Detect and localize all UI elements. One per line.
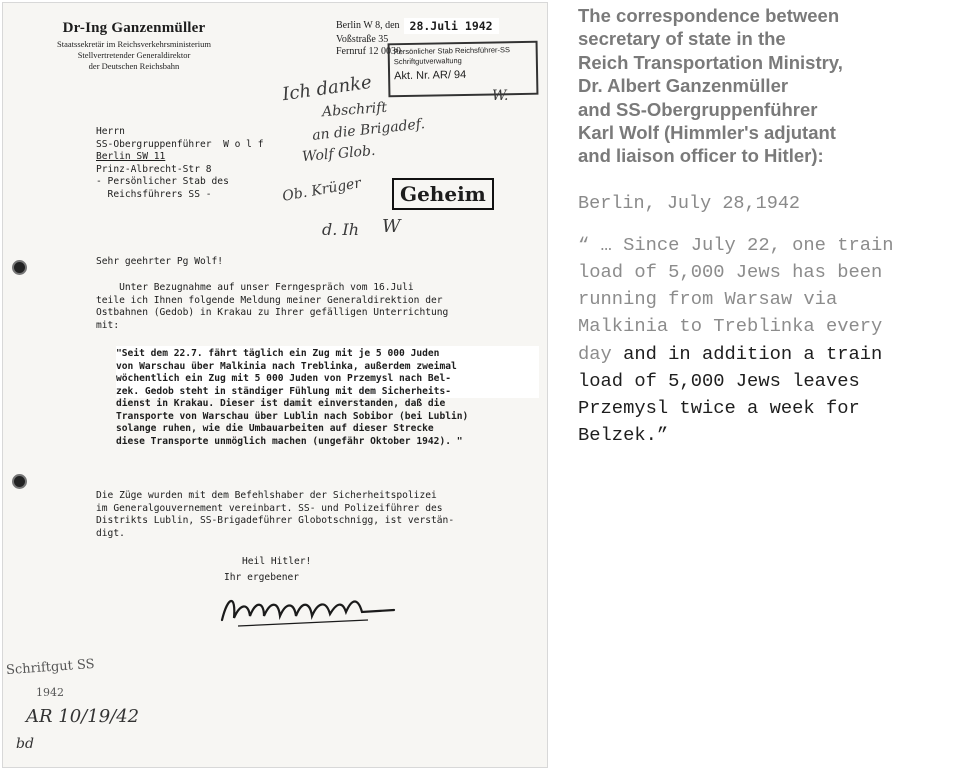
caption-quote: “ … Since July 22, one train load of 5,000 Jews has been running from Warsaw via Malkinia to Treblinka every day and in addition a train load of 5,000 Jews leaves Przemysl twice a week for Belzek.” [578, 233, 894, 447]
handwritten-note: an die Brigadef. [311, 116, 426, 144]
date-highlight: 28.Juli 1942 [404, 18, 499, 34]
handwritten-note: W. [492, 88, 509, 104]
handwritten-note: W [382, 216, 401, 237]
punch-hole [12, 474, 27, 489]
closing-greeting: Heil Hitler! [242, 556, 312, 567]
handwritten-note: Abschrift [321, 99, 388, 121]
letterhead-line: Stellvertretender Generaldirektor [77, 50, 191, 60]
caption-heading: The correspondence between secretary of state in the Reich Transportation Ministry, Dr. Albert Ganzenmüller and SS-Obergruppenführer Karl Wolf (Himmler's adjutant and liaison officer to Hitler): [578, 5, 843, 167]
stamp-line: Schriftgutverwaltung [393, 56, 462, 67]
archive-stamp-line: Schriftgut SS [5, 656, 96, 679]
letterhead-name: Dr-Ing Ganzenmüller [62, 20, 206, 36]
archive-stamp [6, 652, 156, 756]
handwritten-note: d. Ih [322, 220, 360, 239]
recipient-address: Herrn SS-Obergruppenführer W o l f Berlin SW 11 Prinz-Albrecht-Str 8 - Persönlicher Stab des Reichsführers SS - [96, 126, 264, 200]
date-street: Voßstraße 35 [336, 34, 389, 45]
body-paragraph: Unter Bezugnahme auf unser Ferngespräch vom 16.Juli teile ich Ihnen folgende Meldung meiner Generaldirektion der Ostbahnen (Gedob) in Krakau zu Ihrer gefälligen Unterrichtung mit: [96, 282, 449, 331]
stamp-file-number: Akt. Nr. AR/ 94 [394, 68, 467, 83]
handwritten-note: Wolf Glob. [301, 142, 377, 166]
secret-stamp: Geheim [392, 178, 494, 210]
date-phone: Fernruf 12 0030 [336, 46, 401, 57]
handwritten-note: Ob. Krüger [281, 175, 363, 205]
letterhead [24, 20, 244, 72]
signature [218, 590, 398, 630]
archive-stamp-line: 1942 [36, 686, 64, 699]
stamp-line: Persönlicher Stab Reichsführer-SS [393, 45, 511, 57]
received-stamp [388, 41, 539, 98]
letterhead-line: Staatssekretär im Reichsverkehrsministerium [57, 39, 211, 49]
closing-signoff: Ihr ergebener [224, 572, 300, 583]
date-place: Berlin W 8, den [336, 20, 400, 31]
caption-panel [578, 4, 958, 449]
quoted-report: "Seit dem 22.7. fährt täglich ein Zug mit je 5 000 Juden von Warschau über Malkinia nach Treblinka, außerdem zweimal wöchentlich ein Zug mit 5 000 Juden von Przemysl nach Bel- zek. Gedob steht in ständiger Fühlung mit dem Sicherheits- dienst in Krakau. Dieser ist damit einverstanden, daß die Transporte von Warschau über Lublin nach Sobibor (bei Lublin) solange ruhen, wie die Umbauarbeiten auf dieser Strecke diese Transporte unmöglich machen (ungefähr Oktober 1942). " [116, 348, 469, 447]
archive-stamp-line: bd [16, 736, 34, 752]
caption-date: Berlin, July 28,1942 [578, 192, 801, 214]
body-paragraph: Die Züge wurden mit dem Befehlshaber der Sicherheitspolizei im Generalgouvernement vereinbart. SS- und Polizeiführer des Distrikts Lublin, SS-Brigadeführer Globotschnigg, ist verstän- digt. [96, 490, 455, 539]
scanned-letter [2, 2, 548, 768]
archive-stamp-line: AR 10/19/42 [26, 706, 140, 727]
salutation: Sehr geehrter Pg Wolf! [96, 256, 224, 267]
handwritten-note: Ich danke [280, 71, 373, 106]
punch-hole [12, 260, 27, 275]
letterhead-line: der Deutschen Reichsbahn [88, 61, 180, 71]
